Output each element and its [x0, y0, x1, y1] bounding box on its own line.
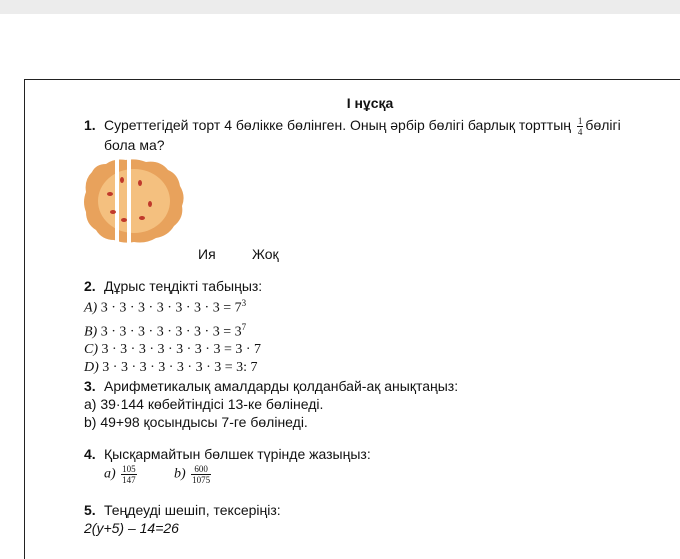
question-1: [84, 116, 621, 137]
question-number: 4.: [84, 446, 96, 462]
fraction-a: a) $\frac{105}{147}$: [104, 464, 136, 485]
answer-options: [84, 294, 261, 377]
question-3: [84, 377, 458, 396]
question-number: 1.: [84, 117, 96, 134]
option-b[interactable]: B) $3 \cdot 3 \cdot 3 \cdot 3 \cdot 3 \cdot 3 \cdot 3 = 3^7$: [84, 321, 247, 340]
question-number: 5.: [84, 502, 96, 518]
option-d[interactable]: D) 3 · 3 · 3 · 3 · 3 · 3 · 3 = 3: 7: [84, 360, 258, 376]
option-no[interactable]: Жоқ: [252, 246, 279, 262]
question-text: Теңдеуді шешіп, тексеріңіз:: [104, 502, 281, 518]
question-number: 3.: [84, 378, 96, 394]
question-1-line2: бола ма?: [104, 137, 165, 153]
equation: 2(y+5) – 14=26: [84, 520, 179, 536]
item-b: b) 49+98 қосындысы 7-ге бөлінеді.: [84, 414, 308, 430]
pie-filling: [98, 169, 170, 233]
pie-cut-line: [127, 158, 131, 244]
option-a[interactable]: A) $3 \cdot 3 \cdot 3 \cdot 3 \cdot 3 \cdot 3 \cdot 3 = 7^3$: [84, 298, 247, 316]
question-text: Арифметикалық амалдарды қолданбай-ақ анықтаңыз:: [104, 378, 459, 394]
fraction-one-quarter: $\frac{1}{4}$: [577, 116, 583, 137]
question-text: Қысқармайтын бөлшек түрінде жазыңыз:: [104, 446, 371, 462]
question-5: [84, 501, 281, 520]
top-bar: [0, 0, 680, 14]
question-number: 2.: [84, 278, 96, 294]
question-text: Дұрыс теңдікті табыңыз:: [104, 278, 263, 294]
pie-cut-line: [115, 158, 119, 244]
pie-image: [80, 158, 190, 244]
page-title: I нұсқа: [346, 95, 394, 111]
option-c[interactable]: C) 3 · 3 · 3 · 3 · 3 · 3 · 3 = 3 · 7: [84, 342, 262, 358]
item-a: a) 39·144 көбейтіндісі 13-ке бөлінеді.: [84, 396, 324, 412]
question-4: [84, 445, 371, 464]
question-text-after: бөлігі: [585, 117, 621, 134]
question-text: Суреттегідей торт 4 бөлікке бөлінген. Оның әрбір бөлігі барлық торттың: [104, 117, 572, 134]
option-yes[interactable]: Ия: [198, 246, 216, 262]
fraction-b: b) $\frac{600}{1075}$: [174, 464, 211, 485]
